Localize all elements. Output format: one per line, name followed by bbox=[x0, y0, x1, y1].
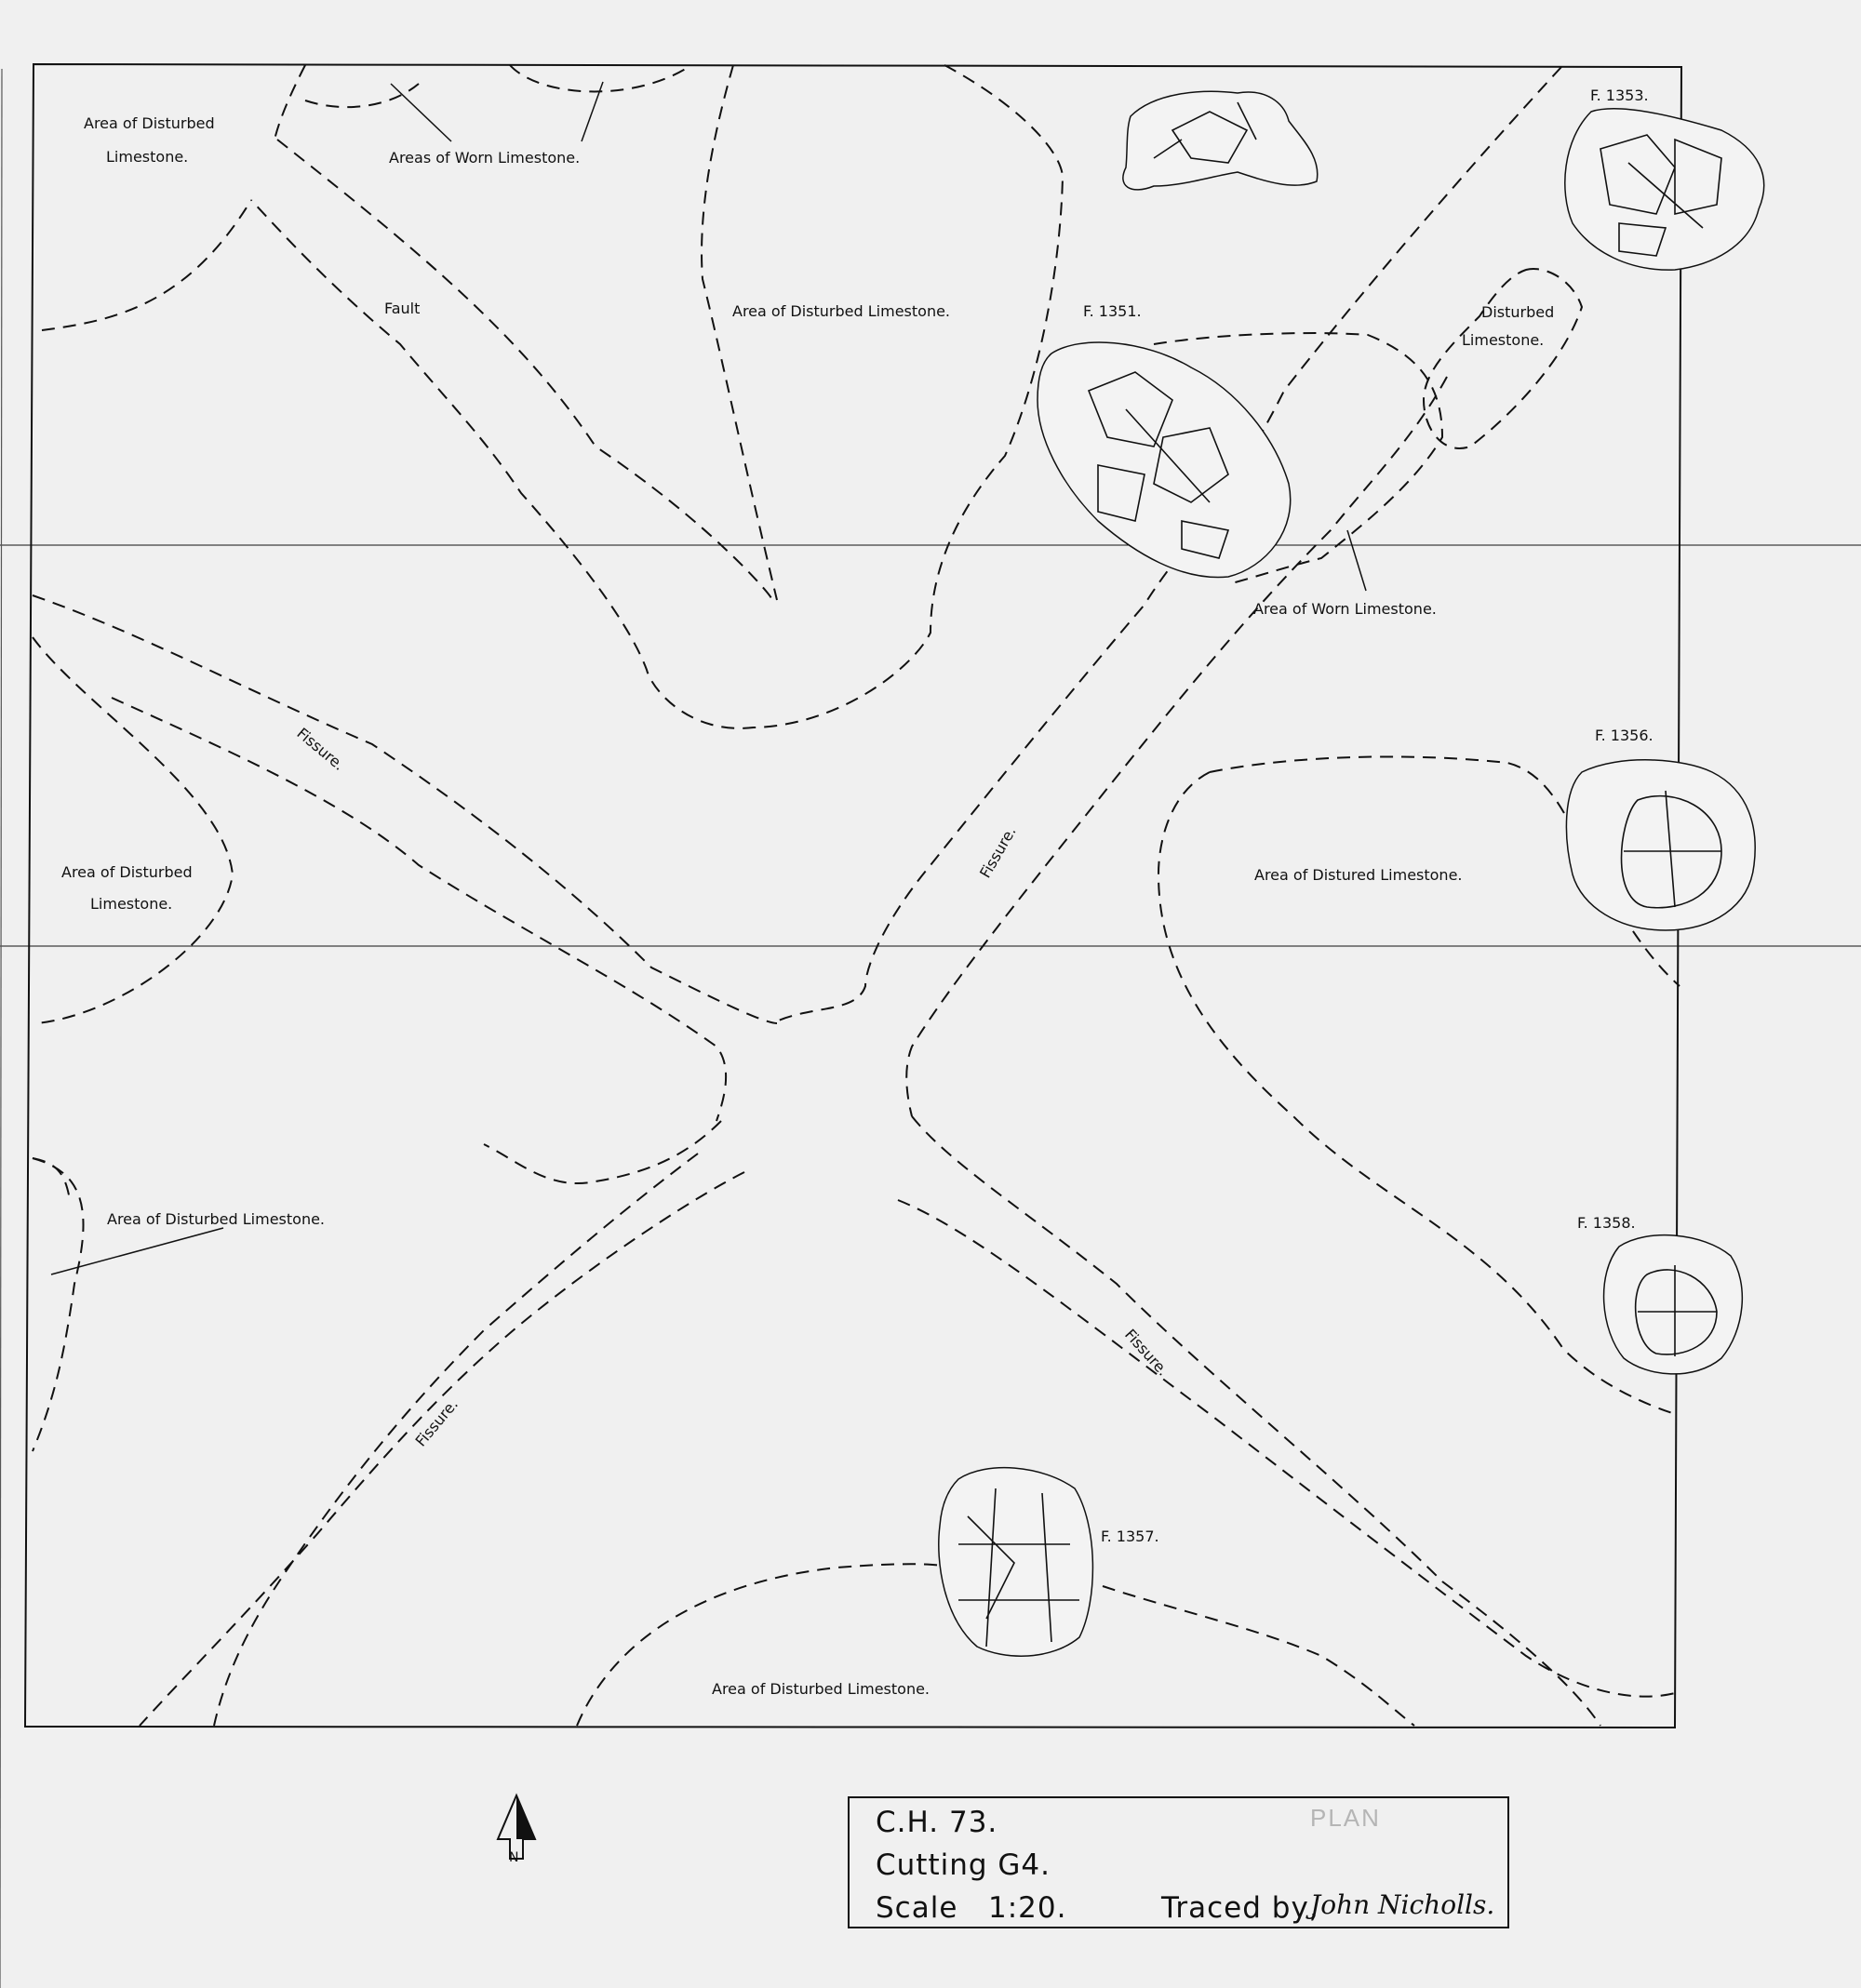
north-arrow-label: N bbox=[509, 1850, 519, 1865]
label-disturbed-south: Area of Disturbed Limestone. bbox=[712, 1680, 930, 1698]
tracer-signature: John Nicholls. bbox=[1310, 1889, 1495, 1920]
feature-1356-stones bbox=[1566, 760, 1755, 930]
site-code: C.H. 73. bbox=[876, 1806, 998, 1839]
label-worn-top: Areas of Worn Limestone. bbox=[389, 149, 581, 167]
north-arrow-icon bbox=[498, 1795, 535, 1865]
feature-label-1358: F. 1358. bbox=[1577, 1214, 1636, 1232]
label-disturbed-top-center: Area of Disturbed Limestone. bbox=[732, 302, 951, 320]
registration-lines bbox=[0, 69, 1861, 1988]
feature-label-1356: F. 1356. bbox=[1595, 727, 1653, 744]
area-labels bbox=[61, 114, 1554, 1698]
label-disturbed-west-line2: Limestone. bbox=[90, 895, 173, 913]
feature-label-1351: F. 1351. bbox=[1083, 302, 1142, 320]
label-worn-center: Area of Worn Limestone. bbox=[1253, 600, 1437, 618]
leader-lines bbox=[51, 82, 1366, 1274]
label-fissure-ne: Fissure. bbox=[976, 823, 1020, 881]
feature-label-1357: F. 1357. bbox=[1101, 1528, 1159, 1545]
feature-1351-stones bbox=[1038, 342, 1291, 578]
cutting-label: Cutting G4. bbox=[876, 1848, 1051, 1882]
traced-by-label: Traced by, bbox=[1161, 1891, 1319, 1925]
feature-1357-stones bbox=[939, 1468, 1093, 1657]
label-disturbed-nw-line1: Area of Disturbed bbox=[84, 114, 215, 132]
label-disturbed-ne-line2: Limestone. bbox=[1462, 331, 1545, 349]
feature-label-1353: F. 1353. bbox=[1590, 87, 1649, 104]
label-fissure-sw: Fissure. bbox=[411, 1395, 462, 1450]
label-disturbed-ne-line1: Disturbed bbox=[1481, 303, 1555, 321]
label-disturbed-sw: Area of Disturbed Limestone. bbox=[107, 1210, 326, 1228]
feature-1353-stones bbox=[1565, 109, 1764, 270]
scale-label: Scale 1:20. bbox=[876, 1891, 1067, 1925]
label-fault: Fault bbox=[384, 300, 421, 317]
label-distured-east: Area of Distured Limestone. bbox=[1254, 866, 1463, 884]
feature-1358-stones bbox=[1604, 1235, 1743, 1374]
plan-stamp: PLAN bbox=[1310, 1804, 1381, 1832]
label-disturbed-nw-line2: Limestone. bbox=[106, 148, 189, 166]
label-fissure-nw: Fissure. bbox=[293, 724, 348, 774]
stone-cluster-top bbox=[1123, 91, 1318, 190]
title-block bbox=[848, 1796, 1509, 1928]
label-disturbed-west-line1: Area of Disturbed bbox=[61, 863, 193, 881]
label-fissure-se: Fissure. bbox=[1121, 1325, 1172, 1380]
